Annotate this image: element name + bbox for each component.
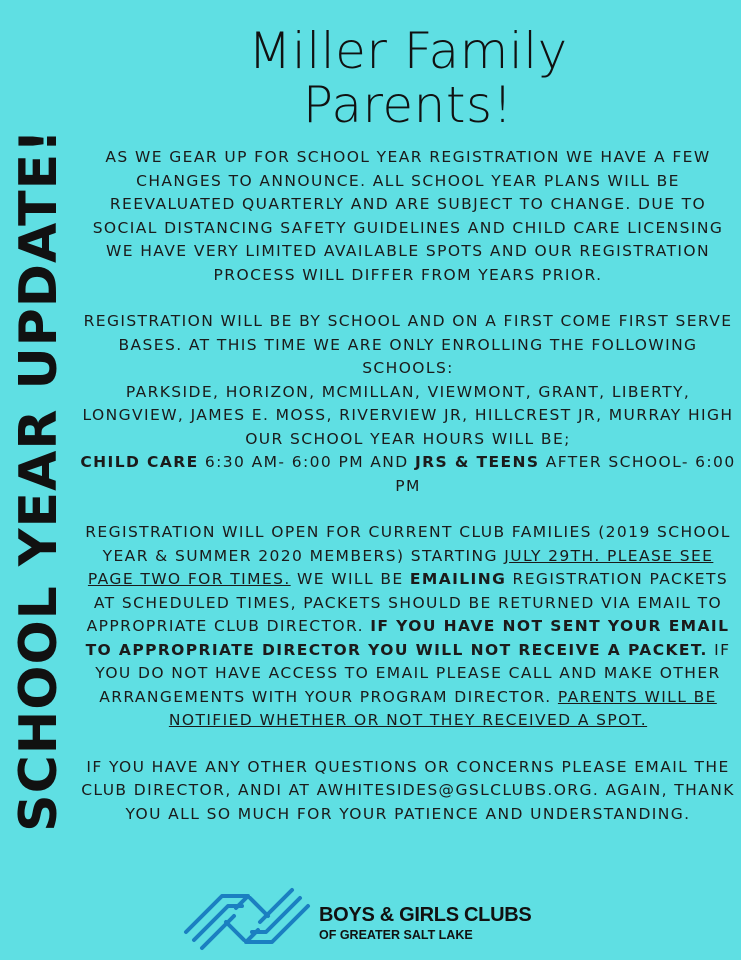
registration-paragraph: REGISTRATION WILL BE BY SCHOOL AND ON A FIRST COME FIRST SERVE BASES. AT THIS TIME WE ARE ONLY ENROLLING THE FOLLOWING SCHOOLS: <box>83 312 733 377</box>
logo-subtitle: OF GREATER SALT LAKE <box>319 928 473 942</box>
flyer-content <box>78 0 738 960</box>
schools-list: PARKSIDE, HORIZON, MCMILLAN, VIEWMONT, GRANT, LIBERTY, LONGVIEW, JAMES E. MOSS, RIVERVIEW JR, HILLCREST JR, MURRAY HIGH <box>82 382 734 424</box>
reg-open-text-1: REGISTRATION WILL OPEN FOR CURRENT CLUB FAMILIES (2019 SCHOOL YEAR & SUMMER 2020 MEMBERS) STARTING <box>85 523 731 565</box>
contact-paragraph: IF YOU HAVE ANY OTHER QUESTIONS OR CONCERNS PLEASE EMAIL THE CLUB DIRECTOR, ANDI AT AWHITESIDES@GSLCLUBS.ORG. AGAIN, THANK YOU ALL SO MUCH FOR YOUR PATIENCE AND UNDERSTANDING. <box>81 757 735 823</box>
reg-open-text-3: REGISTRATION PACKETS AT SCHEDULED TIMES, PACKETS SHOULD BE RETURNED VIA EMAIL TO APPROPRIATE CLUB DIRECTOR. <box>86 570 729 635</box>
registration-open-paragraph <box>78 521 738 733</box>
reg-open-text-2: WE WILL BE <box>290 570 410 588</box>
teens-label: JRS & TEENS <box>414 453 540 471</box>
july-29-link: JULY 29TH. PLEASE SEE PAGE TWO FOR TIMES. <box>87 546 714 588</box>
child-care-label: CHILD CARE <box>80 453 199 471</box>
clasped-hands-logo-icon <box>182 882 312 956</box>
email-warning: IF YOU HAVE NOT SENT YOUR EMAIL TO APPROPRIATE DIRECTOR YOU WILL NOT RECEIVE A PACKET. <box>85 617 730 659</box>
side-banner-text: SCHOOL YEAR UPDATE! <box>9 128 69 832</box>
intro-paragraph: AS WE GEAR UP FOR SCHOOL YEAR REGISTRATION WE HAVE A FEW CHANGES TO ANNOUNCE. ALL SCHOOL YEAR PLANS WILL BE REEVALUATED QUARTERLY AND ARE SUBJECT TO CHANGE. DUE TO SOCIAL DISTANCING SAFETY GUIDELINES AND CHILD CARE LICENSING WE HAVE VERY LIMITED AVAILABLE SPOTS AND OUR REGISTRATION PROCESS WILL DIFFER FROM YEARS PRIOR. <box>92 148 724 284</box>
teens-time: AFTER SCHOOL- 6:00 PM <box>395 453 736 495</box>
emailing-bold: EMAILING <box>409 570 507 588</box>
title-line-1: Miller Family <box>248 22 568 80</box>
child-care-time: 6:30 AM- 6:00 PM AND <box>198 453 415 471</box>
hours-details <box>78 451 738 498</box>
side-banner <box>0 0 78 960</box>
title-line-2: Parents! <box>302 76 514 134</box>
reg-open-text-4: IF YOU DO NOT HAVE ACCESS TO EMAIL PLEASE CALL AND MAKE OTHER ARRANGEMENTS WITH YOUR PROGRAM DIRECTOR. <box>95 640 731 706</box>
bgc-logo <box>182 882 582 956</box>
logo-title: BOYS & GIRLS CLUBS <box>319 904 532 926</box>
page-title <box>78 24 738 132</box>
notification-notice: PARENTS WILL BE NOTIFIED WHETHER OR NOT THEY RECEIVED A SPOT. <box>168 687 717 729</box>
hours-intro: OUR SCHOOL YEAR HOURS WILL BE; <box>245 429 571 448</box>
